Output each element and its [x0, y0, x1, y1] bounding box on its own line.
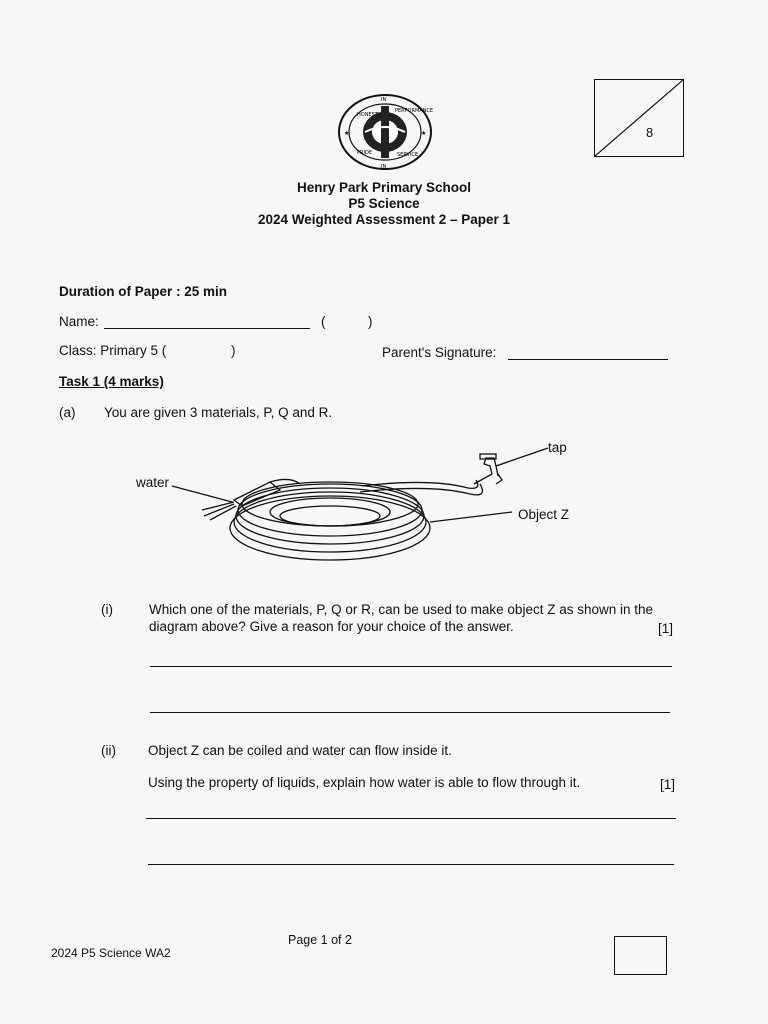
question-i-marks: [1] — [658, 621, 674, 636]
logo-text-in-2: IN — [381, 164, 387, 170]
question-i-label: (i) — [101, 602, 113, 617]
index-paren-close: ) — [368, 314, 373, 329]
diagram-label-water: water — [136, 475, 170, 490]
logo-text-in-1: IN — [381, 97, 387, 103]
logo-text-performance: PERFORMANCE — [395, 108, 434, 114]
answer-line-ii-1[interactable] — [146, 818, 676, 819]
logo-star-left: ★ — [344, 131, 350, 137]
assessment-title: 2024 Weighted Assessment 2 – Paper 1 — [257, 212, 511, 227]
task-title: Task 1 (4 marks) — [59, 374, 164, 389]
logo-star-right: ★ — [421, 131, 427, 137]
part-a-text: You are given 3 materials, P, Q and R. — [104, 405, 333, 420]
answer-line-ii-2[interactable] — [148, 864, 674, 865]
part-a-label: (a) — [59, 405, 76, 420]
class-label: Class: Primary 5 ( — [59, 343, 167, 358]
school-name: Henry Park Primary School — [296, 180, 472, 195]
question-ii-marks: [1] — [660, 777, 676, 792]
question-ii-line2: Using the property of liquids, explain how water is able to flow through it. — [148, 775, 581, 790]
question-ii-label: (ii) — [101, 743, 116, 758]
footer-code: 2024 P5 Science WA2 — [51, 946, 171, 960]
score-box-diagonal — [595, 80, 683, 156]
name-label: Name: — [59, 314, 99, 329]
logo-text-service: SERVICE — [397, 152, 419, 158]
page-number: Page 1 of 2 — [288, 933, 352, 947]
score-box — [594, 79, 684, 157]
name-field[interactable] — [104, 328, 310, 329]
answer-line-i-1[interactable] — [150, 666, 672, 667]
diagram-label-object-z: Object Z — [518, 507, 570, 522]
parent-signature-field[interactable] — [508, 359, 668, 360]
logo-text-honesty: HONESTY — [357, 112, 381, 118]
class-paren-close: ) — [231, 343, 236, 358]
parent-signature-label: Parent's Signature: — [382, 345, 497, 360]
question-ii-line1: Object Z can be coiled and water can flow inside it. — [148, 743, 452, 758]
question-i-line1: Which one of the materials, P, Q or R, can be used to make object Z as shown in the — [149, 602, 654, 617]
school-logo — [335, 92, 435, 172]
duration: Duration of Paper : 25 min — [59, 284, 228, 299]
footer-score-box — [614, 936, 667, 975]
index-paren-open: ( — [321, 314, 326, 329]
score-total: 8 — [646, 125, 654, 140]
subject-title: P5 Science — [348, 196, 420, 211]
diagram-label-tap: tap — [548, 440, 567, 455]
question-i-line2: diagram above? Give a reason for your choice of the answer. — [149, 619, 514, 634]
hose-diagram — [130, 436, 590, 576]
answer-line-i-2[interactable] — [150, 712, 670, 713]
logo-text-pride: PRIDE — [357, 150, 372, 156]
